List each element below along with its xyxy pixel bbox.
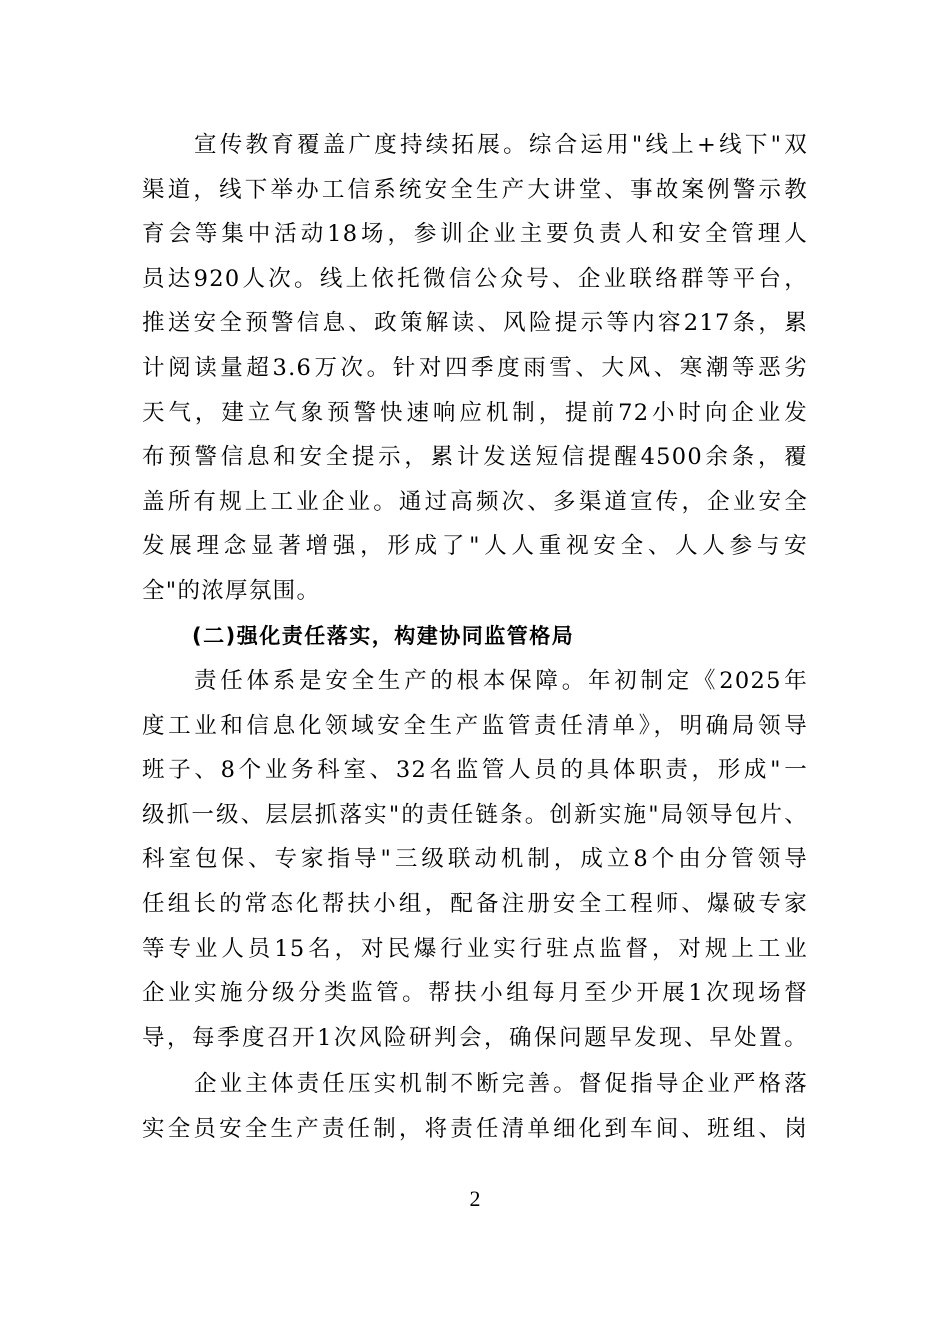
- paragraph-publicity-education: [142, 123, 808, 614]
- paragraph-line: 班子、8个业务科室、32名监管人员的具体职责，形成"一: [142, 757, 808, 784]
- paragraph-line: 科室包保、专家指导"三级联动机制，成立8个由分管领导: [142, 846, 808, 873]
- paragraph-line: 天气，建立气象预警快速响应机制，提前72小时向企业发: [142, 399, 808, 426]
- paragraph-line: 导，每季度召开1次风险研判会，确保问题早发现、早处置。: [142, 1024, 808, 1051]
- section-heading-block: [142, 614, 808, 659]
- paragraph-line: 员达920人次。线上依托微信公众号、企业联络群等平台，: [142, 265, 808, 292]
- paragraph-line: 全"的浓厚氛围。: [142, 577, 321, 604]
- paragraph-line: 实全员安全生产责任制，将责任清单细化到车间、班组、岗: [142, 1115, 808, 1142]
- paragraph-line: 任组长的常态化帮扶小组，配备注册安全工程师、爆破专家: [142, 890, 808, 917]
- paragraph-enterprise-responsibility: [142, 1062, 808, 1151]
- section-heading: (二)强化责任落实，构建协同监管格局: [192, 624, 575, 648]
- paragraph-line: 盖所有规上工业企业。通过高频次、多渠道宣传，企业安全: [142, 488, 808, 515]
- paragraph-responsibility-system: [142, 659, 808, 1060]
- paragraph-line: 计阅读量超3.6万次。针对四季度雨雪、大风、寒潮等恶劣: [142, 354, 808, 381]
- paragraph-line: 企业实施分级分类监管。帮扶小组每月至少开展1次现场督: [142, 980, 808, 1007]
- paragraph-line: 育会等集中活动18场，参训企业主要负责人和安全管理人: [142, 221, 808, 248]
- paragraph-line: 责任体系是安全生产的根本保障。年初制定《2025年: [194, 668, 808, 694]
- paragraph-line: 企业主体责任压实机制不断完善。督促指导企业严格落: [194, 1071, 808, 1097]
- page-number: 2: [469, 1186, 481, 1211]
- paragraph-line: 宣传教育覆盖广度持续拓展。综合运用"线上+线下"双: [194, 132, 808, 158]
- paragraph-line: 布预警信息和安全提示，累计发送短信提醒4500余条，覆: [142, 444, 808, 471]
- paragraph-line: 发展理念显著增强，形成了"人人重视安全、人人参与安: [142, 533, 808, 560]
- paragraph-line: 推送安全预警信息、政策解读、风险提示等内容217条，累: [142, 310, 808, 337]
- paragraph-line: 级抓一级、层层抓落实"的责任链条。创新实施"局领导包片、: [142, 801, 808, 828]
- paragraph-line: 等专业人员15名，对民爆行业实行驻点监督，对规上工业: [142, 935, 808, 962]
- paragraph-line: 渠道，线下举办工信系统安全生产大讲堂、事故案例警示教: [142, 176, 808, 203]
- paragraph-line: 度工业和信息化领域安全生产监管责任清单》，明确局领导: [142, 712, 808, 739]
